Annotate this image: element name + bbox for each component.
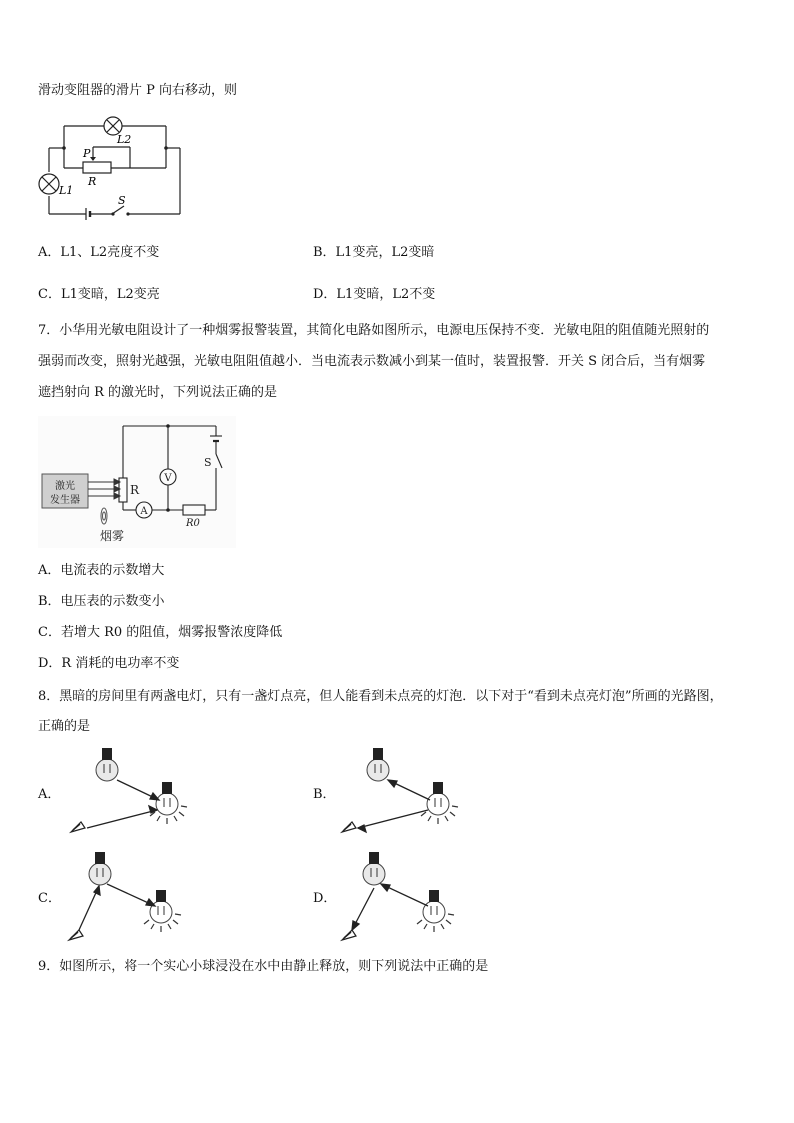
q7-label-r0: R0 [186,518,200,529]
q6-option-b: B．L1变亮，L2变暗 [313,245,435,260]
q8-stem-line1: 8．黑暗的房间里有两盏电灯，只有一盏灯点亮，但人能看到未点亮的灯泡．以下对于“看到未点亮灯泡”所画的光路图， [38,689,723,704]
q7-stem-line3: 遮挡射向 R 的激光时，下列说法正确的是 [38,385,278,400]
lit-bulb-icon [421,782,458,824]
eye-icon [71,822,85,832]
lit-bulb-icon [150,782,187,824]
q8-option-a-diagram [65,742,200,837]
q7-label-r: R [130,483,140,497]
lit-bulb-icon [144,890,181,932]
q7-label-s: S [204,456,212,469]
q6-label-p: P [83,147,91,160]
q8-option-b-diagram [336,742,471,837]
eye-icon [69,930,83,940]
q7-option-d: D．R 消耗的电功率不变 [38,656,180,671]
q6-option-c: C．L1变暗，L2变亮 [38,287,160,302]
lit-bulb-icon [417,890,454,932]
q8-option-a-label: A． [38,787,61,802]
q7-option-a: A．电流表的示数增大 [38,563,165,578]
q7-circuit-diagram [38,416,236,548]
q6-label-l1: L1 [59,184,74,197]
q7-stem-line1: 7．小华用光敏电阻设计了一种烟雾报警装置，其简化电路如图所示，电源电压保持不变．光敏电阻的阻值随光照射的 [38,323,710,338]
q8-stem-line2: 正确的是 [38,719,91,734]
unlit-bulb-icon [89,852,111,885]
q7-label-a: A [140,506,148,517]
q9-stem: 9．如图所示，将一个实心小球浸没在水中由静止释放，则下列说法中正确的是 [38,959,489,974]
unlit-bulb-icon [96,748,118,781]
q7-laser-label-2: 发生器 [50,495,80,506]
eye-icon [342,930,356,940]
q6-circuit-diagram [38,112,188,217]
q6-stem-tail: 滑动变阻器的滑片 P 向右移动，则 [38,83,238,98]
q7-option-c: C．若增大 R0 的阻值，烟雾报警浓度降低 [38,625,283,640]
q7-label-smoke: 烟雾 [100,529,125,543]
q8-option-c-label: C． [38,891,61,906]
q7-stem-line2: 强弱而改变，照射光越强，光敏电阻阻值越小．当电流表示数减小到某一值时，装置报警．开关 S 闭合后，当有烟雾 [38,354,706,369]
q7-label-v: V [164,473,172,484]
q7-laser-label-1: 激光 [55,481,75,492]
q8-option-d-diagram [336,848,471,943]
eye-icon [342,822,356,832]
q8-option-c-diagram [65,848,200,943]
q7-option-b: B．电压表的示数变小 [38,594,165,609]
q8-option-d-label: D． [313,891,337,906]
q6-label-l2: L2 [117,133,132,146]
unlit-bulb-icon [363,852,385,885]
q6-option-a: A．L1、L2亮度不变 [38,245,160,260]
unlit-bulb-icon [367,748,389,781]
q6-label-r: R [88,175,97,188]
q6-label-s: S [118,194,126,207]
q8-option-b-label: B． [313,787,336,802]
q6-option-d: D．L1变暗，L2不变 [313,287,436,302]
